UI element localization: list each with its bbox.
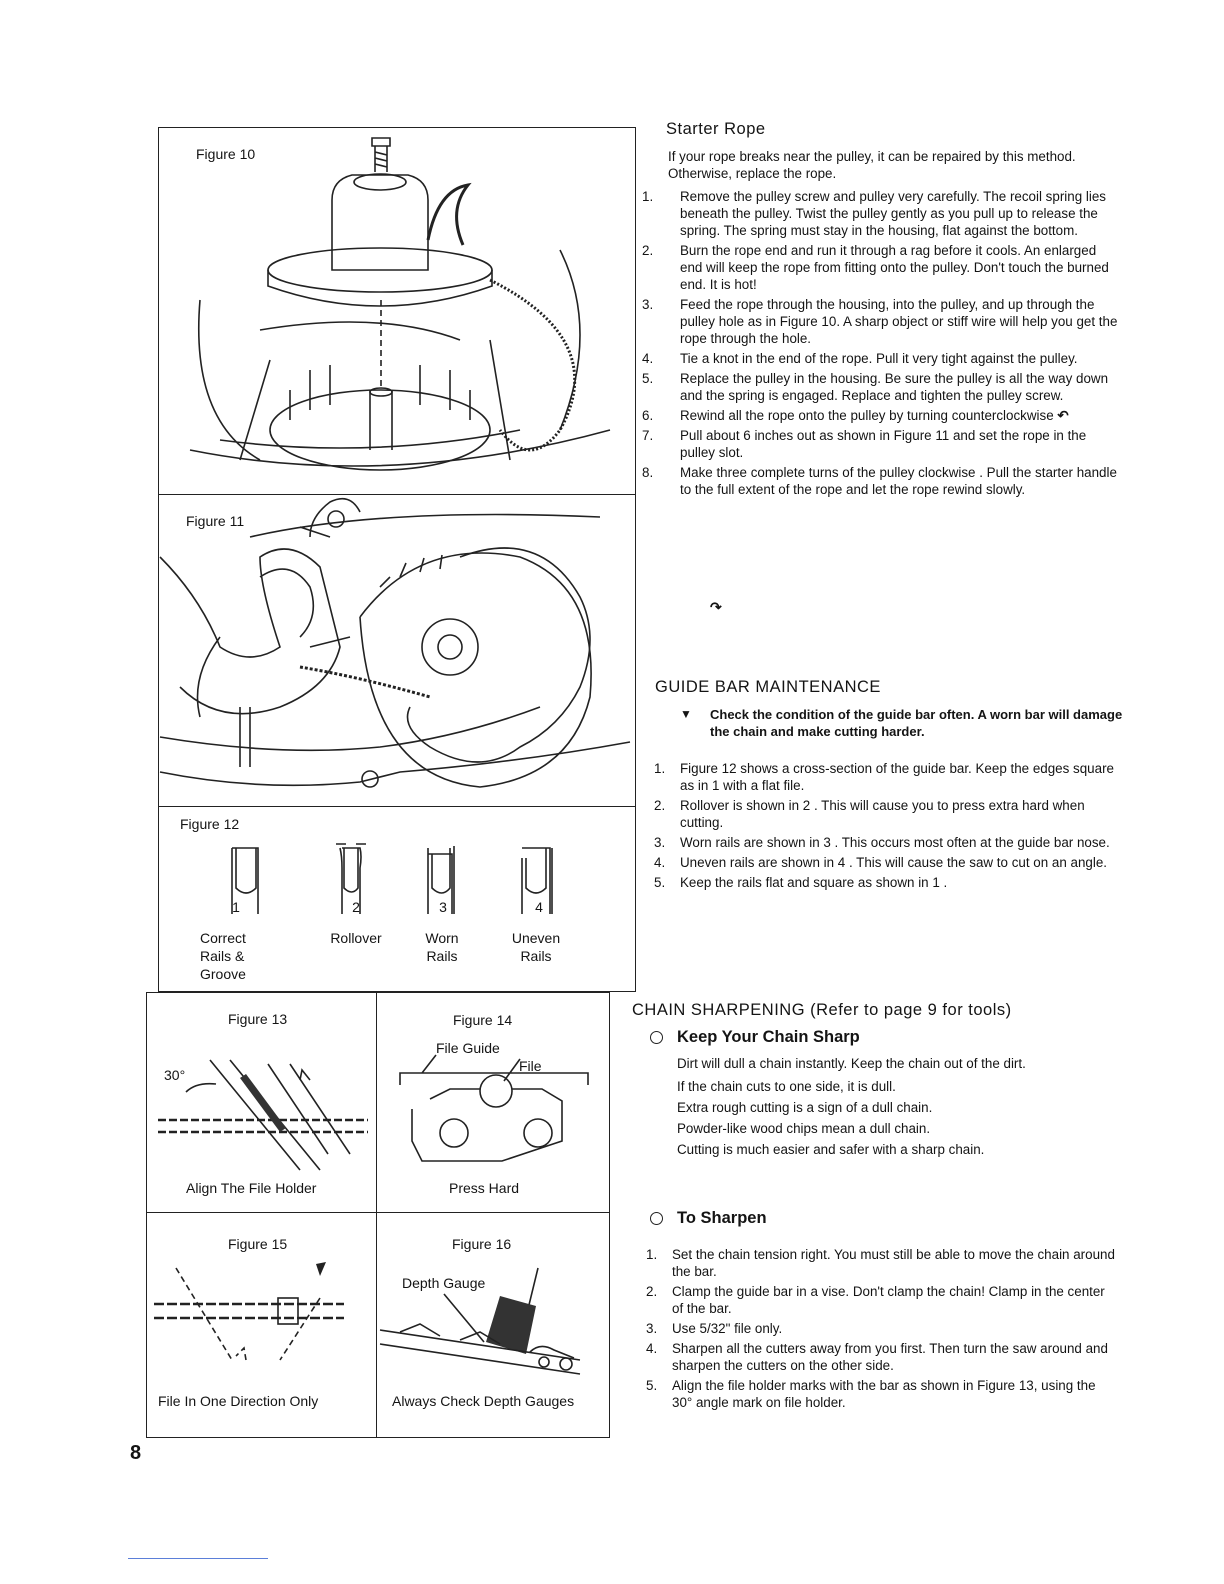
figure-10-pulley-illustration [160, 130, 634, 492]
list-item: 2. Rollover is shown in 2 . This will cause you to press extra hard when cutting. [654, 798, 1085, 830]
list-item: 3. Use 5/32" file only. [646, 1321, 783, 1336]
figure-12-item-4-number: 4 [535, 899, 543, 915]
keep-sharp-line: Powder-like wood chips mean a dull chain. [677, 1121, 931, 1136]
guide-bar-warning: ▼ Check the condition of the guide bar often. A worn bar will damage the chain and make cutting harder. [680, 707, 1123, 739]
to-sharpen-steps [642, 1246, 1118, 1411]
figure-14-file-guide-illustration [390, 1055, 600, 1170]
figure-12-item-1-number: 1 [232, 899, 240, 915]
figure-11-rope-slot-illustration [160, 497, 634, 803]
starter-rope-intro: If your rope breaks near the pulley, it can be repaired by this method. Otherwise, replace the rope. [668, 149, 1076, 181]
figure-16-depth-gauge-label: Depth Gauge [402, 1275, 486, 1291]
footer-rule [128, 1558, 268, 1559]
list-item: 7. Pull about 6 inches out as shown in Figure 11 and set the rope in the pulley slot. [642, 428, 1087, 460]
figure-14-title: Figure 14 [453, 1012, 513, 1028]
figure-16-depth-gauge-illustration [380, 1260, 608, 1380]
figure-15-title: Figure 15 [228, 1236, 288, 1252]
guide-bar-steps [650, 760, 1120, 891]
to-sharpen-heading: To Sharpen [650, 1209, 767, 1228]
guide-bar-heading: GUIDE BAR MAINTENANCE [655, 678, 881, 696]
figure-15-file-direction-illustration [150, 1258, 372, 1368]
keep-chain-sharp-section [677, 1055, 1119, 1158]
figure-14-file-label: File [519, 1058, 542, 1074]
figure-12-item-3-number: 3 [439, 899, 447, 915]
list-item: 2. Clamp the guide bar in a vise. Don't clamp the chain! Clamp in the center of the bar. [646, 1284, 1105, 1316]
figure-grid-vertical-divider [376, 992, 377, 1438]
figure-12-item-2-number: 2 [352, 899, 360, 915]
figure-11-title: Figure 11 [186, 513, 245, 529]
figure-12-item-1-label: Correct Rails & Groove [200, 930, 246, 982]
bullet-circle-icon [650, 1031, 663, 1044]
list-item: 4. Tie a knot in the end of the rope. Pull it very tight against the pulley. [642, 351, 1078, 366]
figure-13-angle-label: 30° [164, 1067, 186, 1083]
warning-triangle-icon: ▼ [680, 707, 692, 721]
starter-rope-section [642, 148, 1122, 501]
page-number: 8 [130, 1442, 142, 1464]
figure-16-caption: Always Check Depth Gauges [392, 1393, 575, 1409]
figure-13-file-holder-illustration [150, 1040, 372, 1170]
clockwise-arrow-icon: ↷ [710, 599, 722, 615]
figure-15-caption: File In One Direction Only [158, 1393, 319, 1409]
guide-bar-section [650, 760, 1120, 894]
figure-12-title: Figure 12 [180, 816, 240, 832]
list-item: 3. Worn rails are shown in 3 . This occurs most often at the guide bar nose. [654, 835, 1110, 850]
counterclockwise-arrow-icon: ↶ [1057, 408, 1069, 423]
keep-sharp-line: Dirt will dull a chain instantly. Keep the chain out of the dirt. [677, 1056, 1026, 1071]
to-sharpen-section [642, 1246, 1118, 1414]
starter-rope-heading: Starter Rope [666, 120, 766, 138]
figure-13-title: Figure 13 [228, 1011, 288, 1027]
list-item: 2. Burn the rope end and run it through a rag before it cools. An enlarged end will keep the rope from fitting onto the pulley. Don't touch the burned end. It is hot! [642, 243, 1109, 292]
figure-divider-10-11 [158, 494, 636, 495]
chain-sharpening-heading: CHAIN SHARPENING (Refer to page 9 for tools) [632, 1001, 1012, 1019]
list-item: 1. Remove the pulley screw and pulley very carefully. The recoil spring lies beneath the pulley. Twist the pulley gently as you pull up to release the spring. The spring must stay in the housing, flat against the bottom. [642, 189, 1106, 238]
figure-divider-11-12 [158, 806, 636, 807]
keep-chain-sharp-heading: Keep Your Chain Sharp [650, 1028, 860, 1047]
list-item: 1. Figure 12 shows a cross-section of the guide bar. Keep the edges square as in 1 with a flat file. [654, 761, 1114, 793]
figure-13-caption: Align The File Holder [186, 1180, 317, 1196]
list-item: 5. Align the file holder marks with the bar as shown in Figure 13, using the 30° angle mark on file holder. [646, 1378, 1096, 1410]
list-item: 5. Replace the pulley in the housing. Be sure the pulley is all the way down and the spring is engaged. Replace and tighten the pulley screw. [642, 371, 1109, 403]
figure-14-file-guide-label: File Guide [436, 1040, 500, 1056]
figure-16-title: Figure 16 [452, 1236, 512, 1252]
figure-12-item-4-label: Uneven Rails [511, 930, 561, 964]
list-item: 5. Keep the rails flat and square as shown in 1 . [654, 875, 948, 890]
list-item: 8. Make three complete turns of the pulley clockwise . Pull the starter handle to the full extent of the rope and let the rope rewind slowly. [642, 465, 1117, 497]
figure-14-caption: Press Hard [449, 1180, 520, 1196]
list-item: 6. Rewind all the rope onto the pulley by turning counterclockwise ↶ [642, 408, 1069, 423]
figure-12-item-3-label: Worn Rails [425, 930, 459, 964]
list-item: 1. Set the chain tension right. You must still be able to move the chain around the bar. [646, 1247, 1115, 1279]
bullet-circle-icon [650, 1212, 663, 1225]
figure-12-item-2-label: Rollover [330, 930, 382, 946]
figure-10-title: Figure 10 [196, 146, 256, 162]
keep-sharp-line: Extra rough cutting is a sign of a dull chain. [677, 1100, 933, 1115]
list-item: 4. Uneven rails are shown in 4 . This will cause the saw to cut on an angle. [654, 855, 1107, 870]
keep-sharp-line: Cutting is much easier and safer with a sharp chain. [677, 1142, 985, 1157]
starter-rope-steps [638, 188, 1122, 498]
figure-grid-horizontal-divider [146, 1212, 610, 1213]
list-item: 3. Feed the rope through the housing, into the pulley, and up through the pulley hole as in Figure 10. A sharp object or stiff wire will help you get the rope through the hole. [642, 297, 1118, 346]
list-item: 4. Sharpen all the cutters away from you first. Then turn the saw around and sharpen the cutters on the other side. [646, 1341, 1108, 1373]
keep-sharp-line: If the chain cuts to one side, it is dull. [677, 1079, 896, 1094]
